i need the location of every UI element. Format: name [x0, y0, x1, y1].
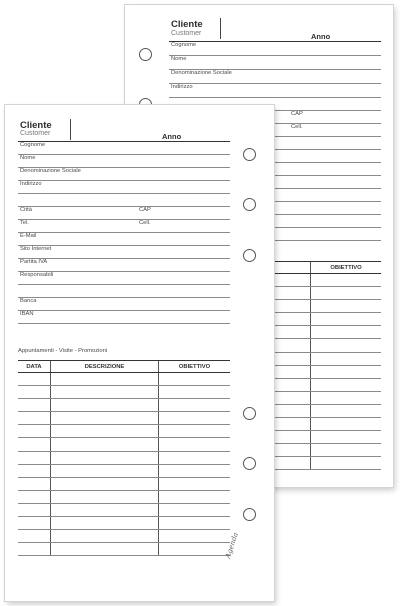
table-row [18, 543, 230, 556]
table-header-obiettivo: OBIETTIVO [159, 361, 231, 373]
table-cell[interactable] [159, 530, 231, 543]
punch-hole [139, 48, 152, 61]
table-cell[interactable] [159, 464, 231, 477]
table-cell[interactable] [159, 386, 231, 399]
table-cell[interactable] [311, 378, 382, 391]
table-cell[interactable] [311, 418, 382, 431]
punch-hole [243, 457, 256, 470]
rule [18, 193, 230, 194]
table-cell[interactable] [18, 412, 51, 425]
rule [18, 258, 230, 259]
table-cell[interactable] [311, 391, 382, 404]
table-cell[interactable] [159, 425, 231, 438]
table-cell[interactable] [159, 543, 231, 556]
table-cell[interactable] [51, 399, 159, 412]
table-header-row [18, 361, 230, 373]
table-cell[interactable] [18, 490, 51, 503]
table-cell[interactable] [51, 490, 159, 503]
table-cell[interactable] [311, 287, 382, 300]
client-subtitle: Customer [171, 30, 202, 37]
punch-hole [243, 148, 256, 161]
rule [169, 55, 381, 56]
table-row [18, 464, 230, 477]
table-cell[interactable] [18, 438, 51, 451]
client-title: Cliente [20, 120, 52, 131]
year-label: Anno [311, 32, 331, 41]
rule [18, 284, 230, 285]
table-cell[interactable] [159, 412, 231, 425]
table-row [18, 438, 230, 451]
field-label-nome: Nome [20, 155, 36, 161]
table-cell[interactable] [159, 477, 231, 490]
rule [18, 180, 230, 181]
field-label-iban: IBAN [20, 311, 34, 317]
table-row [18, 399, 230, 412]
table-row [18, 517, 230, 530]
table-row [18, 412, 230, 425]
table-row [18, 477, 230, 490]
field-label-cell: Cell. [291, 124, 303, 130]
header-divider [220, 18, 221, 39]
table-cell[interactable] [311, 352, 382, 365]
table-cell[interactable] [18, 373, 51, 386]
field-label-sito: Sito Internet [20, 246, 52, 252]
year-label: Anno [162, 132, 182, 141]
table-cell[interactable] [311, 365, 382, 378]
table-cell[interactable] [51, 386, 159, 399]
table-cell[interactable] [18, 530, 51, 543]
table-cell[interactable] [51, 412, 159, 425]
table-row [18, 490, 230, 503]
punch-hole [243, 198, 256, 211]
table-cell[interactable] [311, 404, 382, 417]
table-header-data: DATA [18, 361, 51, 373]
rule [18, 232, 230, 233]
punch-hole [243, 249, 256, 262]
table-row [18, 530, 230, 543]
table-cell[interactable] [159, 517, 231, 530]
table-cell[interactable] [51, 503, 159, 516]
rule [18, 206, 230, 207]
field-label-responsabili: Responsabili [20, 272, 54, 278]
rule [169, 41, 381, 42]
field-label-indirizzo: Indirizzo [171, 84, 193, 90]
table-row [18, 503, 230, 516]
table-cell[interactable] [51, 373, 159, 386]
field-label-citta: Città [20, 207, 32, 213]
table-cell[interactable] [51, 464, 159, 477]
table-cell[interactable] [51, 425, 159, 438]
table-cell[interactable] [159, 451, 231, 464]
table-cell[interactable] [18, 503, 51, 516]
table-row [18, 386, 230, 399]
rule [18, 310, 230, 311]
table-cell[interactable] [18, 399, 51, 412]
punch-hole [243, 407, 256, 420]
table-cell[interactable] [311, 431, 382, 444]
table-cell[interactable] [18, 451, 51, 464]
table-cell[interactable] [51, 477, 159, 490]
field-label-cap: CAP [139, 207, 151, 213]
table-cell[interactable] [159, 399, 231, 412]
rule [18, 219, 230, 220]
field-label-tel: Tel. [20, 220, 30, 226]
table-cell[interactable] [51, 530, 159, 543]
table-cell[interactable] [51, 438, 159, 451]
field-label-nome: Nome [171, 56, 187, 62]
table-cell[interactable] [159, 490, 231, 503]
brand-logo: Agenda [224, 531, 240, 560]
field-label-cap: CAP [291, 111, 303, 117]
field-label-cognome: Cognome [171, 42, 197, 48]
table-cell[interactable] [311, 444, 382, 457]
field-label-partita-iva: Partita IVA [20, 259, 48, 265]
table-cell[interactable] [311, 457, 382, 470]
rule [18, 154, 230, 155]
table-row [18, 425, 230, 438]
table-cell[interactable] [311, 326, 382, 339]
table-cell[interactable] [18, 543, 51, 556]
table-cell[interactable] [159, 503, 231, 516]
field-label-cell: Cell. [139, 220, 151, 226]
table-row [18, 373, 230, 386]
field-label-indirizzo: Indirizzo [20, 181, 42, 187]
table-cell[interactable] [159, 438, 231, 451]
header-divider [70, 119, 71, 140]
field-label-denominazione: Denominazione Sociale [171, 70, 232, 76]
field-label-cognome: Cognome [20, 142, 46, 148]
rule [169, 97, 381, 98]
punch-hole [243, 508, 256, 521]
table-cell[interactable] [51, 543, 159, 556]
table-cell[interactable] [311, 339, 382, 352]
table-cell[interactable] [18, 464, 51, 477]
appointments-table [18, 360, 230, 556]
rule [18, 141, 230, 142]
section-title: Appuntamenti - Visite - Promozioni [18, 348, 108, 354]
field-label-banca: Banca [20, 298, 37, 304]
table-cell[interactable] [51, 517, 159, 530]
table-cell[interactable] [18, 477, 51, 490]
table-row [18, 451, 230, 464]
table-cell[interactable] [18, 386, 51, 399]
client-title: Cliente [171, 19, 203, 30]
table-cell[interactable] [311, 313, 382, 326]
field-label-denominazione: Denominazione Sociale [20, 168, 81, 174]
rule [169, 83, 381, 84]
table-cell[interactable] [18, 517, 51, 530]
table-cell[interactable] [18, 425, 51, 438]
client-subtitle: Customer [20, 130, 51, 137]
field-label-email: E-Mail [20, 233, 37, 239]
table-cell[interactable] [159, 373, 231, 386]
table-cell[interactable] [51, 451, 159, 464]
table-header-obiettivo: OBIETTIVO [311, 262, 382, 274]
table-cell[interactable] [311, 300, 382, 313]
front-page [5, 105, 274, 601]
table-cell[interactable] [311, 274, 382, 287]
table-header-descrizione: DESCRIZIONE [51, 361, 159, 373]
rule [18, 323, 230, 324]
rule [18, 297, 230, 298]
